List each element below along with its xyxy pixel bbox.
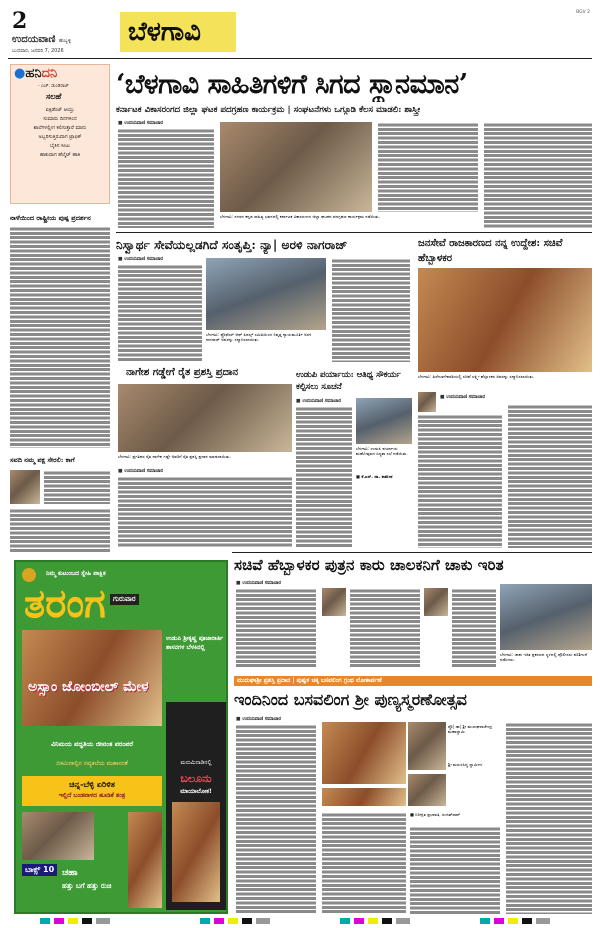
section-title: ಬೆಳಗಾವಿ: [128, 17, 201, 47]
lead-body-col4: [484, 122, 592, 228]
paper-sub: ಹುಬ್ಬಳ್ಳಿ: [58, 38, 72, 44]
farmer-photo-caption: ಬೆಳಗಾವಿ: ಪ್ರಗತಿಪರ ರೈತ ನಾಗೇಶ ಗಡ್ಡೇ ಅವರಿಗೆ ರೈತ ಪ್ರಶಸ್ತಿ ಪ್ರದಾನ ಮಾಡಲಾಯಿತು.: [118, 454, 231, 459]
farmer-headline: ನಾಗೇಶ ಗಡ್ಡೇಗೆ ರೈತ ಪ್ರಶಸ್ತಿ ಪ್ರದಾನ: [126, 367, 239, 378]
car-body-col3: [452, 588, 496, 668]
car-photo: [500, 584, 592, 650]
edition-code: BGV 2: [576, 10, 590, 15]
registration-mark: [340, 918, 410, 924]
bottom-temple-photo: [322, 722, 406, 784]
lead-subhead: ಕರ್ನಾಟಕ ವಿಕಾಸರಂಗದ ಜಿಲ್ಲಾ ಘಟಕ ಪದಗ್ರಹಣ ಕಾರ್ಯಕ್ರಮ | ಸಂಘಟನೆಗಳು ಒಗ್ಗೂಡಿ ಕೆಲಸ ಮಾಡಲಿ: ಶಾಸ್ತ್ರೀ: [116, 105, 421, 115]
hani-poem: [14, 106, 106, 160]
udupi-photo-caption: ಬೆಳಗಾವಿ: ಉಡುಪಿ ಪರ್ಯಾಯ ಮಹೋತ್ಸವದ ಸಿದ್ಧತಾ ಸಭೆ ನಡೆಯಿತು.: [356, 446, 408, 456]
bottom-body-col3: [410, 826, 500, 914]
car-body-col2: [350, 588, 420, 668]
lead-byline: ■ ಉದಯವಾಣಿ ಸಮಾಚಾರ: [118, 121, 164, 126]
advert-balun-sub: ಮಾಯಾಲೋಕ!: [180, 788, 212, 795]
car-rule: [232, 552, 592, 553]
nagaraj-body-col3: [332, 258, 410, 362]
janaseva-body-col1: [418, 414, 502, 548]
advert-day-badge: ಗುರುವಾರ: [110, 594, 139, 605]
poem-line: ಅಬ್ಬರಿಸುತ್ತಿರುವಾಗ ಟ್ರಾಫಿಕ್: [38, 134, 82, 140]
date-line: ಬುಧವಾರ, ಜನವರಿ 7, 2026: [12, 48, 64, 54]
registration-mark: [480, 918, 550, 924]
flower-show-body: [10, 226, 110, 448]
advert-side-label: ಮನುಮಿನಾಡಿನಲ್ಲಿ: [180, 760, 212, 766]
bottom-seer-photo-2: [408, 774, 446, 806]
nagaraj-headline: ನಿಸ್ವಾರ್ಥ ಸೇವೆಯಲ್ಲಡಗಿದೆ ಸಂತೃಪ್ತಿ: ನ್ಯಾ| ಅರಳಿ ನಾಗರಾಜ್: [116, 238, 348, 252]
paper-name: [12, 34, 71, 45]
lead-headline: ‘ಬೆಳಗಾವಿ ಸಾಹಿತಿಗಳಿಗೆ ಸಿಗದ ಸ್ಥಾನಮಾನ’: [116, 69, 468, 100]
registration-mark: [40, 918, 110, 924]
janaseva-photo-caption: ಬೆಳಗಾವಿ: ಹಿರೇಬಾಗೇವಾಡಿಯಲ್ಲಿ ಸಚಿವೆ ಲಕ್ಷ್ಮೀ ಹೆಬ್ಬಾಳಕರ ಅವರನ್ನು ಸನ್ಮಾನಿಸಲಾಯಿತು.: [418, 374, 535, 379]
advert-fair-title: ಅಸ್ಸಾಂ ಜೋಂಬೀಲ್ ಮೇಳ: [28, 679, 149, 695]
drop-icon: ●: [14, 66, 26, 81]
janaseva-headline: ಜನಸೇವೆ ರಾಜಕಾರಣದ ನನ್ನ ಉದ್ದೇಶ: ಸಚಿವೆ ಹೆಬ್ಬಾಳಕರ: [418, 238, 563, 264]
udupi-headline: ಉಡುಪಿ ಪರ್ಯಾಯ: ಆತಿಥ್ಯ ಸೌಕರ್ಯ ಕಲ್ಪಿಸಲು ಸೂಚನೆ: [296, 369, 401, 391]
bottom-headline: ಇಂದಿನಿಂದ ಬಸವಲಿಂಗ ಶ್ರೀ ಪುಣ್ಯಸ್ಮರಣೋತ್ಸವ: [234, 690, 467, 709]
flower-show-headline: ನಾಳೆಯಿಂದ ರಾಷ್ಟ್ರೀಯ ಪುಷ್ಪ ಪ್ರದರ್ಶನ: [10, 214, 91, 222]
paper-name-text: ಉದಯವಾಣಿ: [12, 34, 56, 45]
registration-strip: [0, 916, 600, 928]
hani-title: ಸಲಹೆ: [46, 92, 62, 101]
poem-line: ಶಾಲೆಗಳಲ್ಲೀಗ ಕಲಿಸುತ್ತಾರೆ ಮಾನು: [33, 125, 87, 131]
hani-dani-logo: [14, 66, 57, 81]
advert-tea-sub: ಹತ್ತು ಬಗೆ ಹತ್ತು ರುಚಿ: [62, 882, 112, 890]
masthead-rule: [8, 58, 592, 59]
nagaraj-body-col1: [118, 264, 202, 362]
farmer-photo: [118, 384, 292, 452]
bottom-kicker: ಮುರುಘಾಶ್ರೀ ಪ್ರಶಸ್ತಿ ಪ್ರದಾನ | ಪುಷ್ಪಳ ಚಿಕ್ಕ ಬಸವಲಿಂಗ ಗ್ರಂಥ ಲೋಕಾರ್ಪಣೆ: [234, 676, 592, 686]
poem-line: ಬೈಕಿನ ಸೀಟು: [49, 143, 71, 149]
poem-line: ಹಾಕುವಾಗ ಹೆಲ್ಮೆಟ್ ಹಾಕಿ: [39, 152, 81, 158]
bottom-body-col2: [322, 812, 406, 914]
farmer-body: [118, 476, 292, 548]
udupi-photo: [356, 398, 412, 444]
brand-dani: ದನಿ: [41, 66, 58, 81]
advert-fair-sub: ವಿನಿಮಯ ಪದ್ಧತಿಯ ಜೀವಂತ ಪರಂಪರೆ: [50, 740, 134, 748]
advert-price: ಬಾಕ್ಸ್ 10: [22, 864, 57, 876]
advert-tagline: ನಿಮ್ಮ ಕುಟುಂಬದ ಸ್ನೇಹಿ ಪಾಕ್ಷಿಕ: [46, 570, 106, 577]
advert-balloon-photo: [172, 802, 220, 902]
nagaraj-byline: ■ ಉದಯವಾಣಿ ಸಮಾಚಾರ: [118, 257, 164, 262]
bottom-seer-photo-1: [408, 722, 446, 770]
bottom-honoree-caption: ಪ್ರೊ| ಡಾ| ಶ್ರೀ ಮುರುಘರಾಜೇಂದ್ರ ಮಹಾಸ್ವಾಮಿ: [448, 724, 493, 734]
car-byline: ■ ಉದಯವಾಣಿ ಸಮಾಚಾರ: [236, 581, 282, 586]
poem-line: ಏಕ್ಸಿಡೆಂಟ್ ಆಯ್ತು: [45, 107, 75, 113]
udupi-body: [296, 406, 352, 548]
car-portrait-1: [322, 588, 346, 616]
advert-tea-photo: [128, 812, 162, 908]
bottom-body-col1: [236, 724, 316, 914]
lead-rule: [116, 232, 592, 233]
nagaraj-photo: [206, 258, 326, 330]
savadi-body-a: [44, 470, 110, 504]
farmer-byline: ■ ಉದಯವಾಣಿ ಸಮಾಚಾರ: [118, 469, 164, 474]
advert-mid-caption: ಬಿಕಮಿನಾಲ್ಪಿನ ನವ್ಯಕಲೆಯ ಮಹಾಸಂತೆ: [56, 760, 128, 767]
bottom-body-col4: [506, 722, 592, 914]
udupi-credit: ■ ಕೆ.ಎಸ್. ಡಾ. ಕಾಮೇಶ: [356, 474, 393, 479]
bottom-caption-3: ■ ನಿರೀಕ್ಷಿತ ಪ್ರಭಾವತಿ, ರಂಜಿತ್‌ರಾವ್: [410, 812, 461, 817]
registration-mark: [200, 918, 270, 924]
brand-hani: ಹನಿ: [25, 66, 42, 81]
car-headline: ಸಚಿವೆ ಹೆಬ್ಬಾಳಕರ ಪುತ್ರನ ಕಾರು ಚಾಲಕನಿಗೆ ಚಾಕು ಇರಿತ: [234, 556, 504, 574]
advert-tea-title: ಚಹಾ: [62, 868, 78, 878]
advert-balun: ಬಲೂನು: [180, 772, 212, 785]
advert-feature1: ಉಡುಪಿ ಶ್ರೀಕೃಷ್ಣ ಪೂಜಾರಾರ್ತಿ ಶಾಸನಗಳ ಬೆಳಕಿನಲ್ಲಿ: [166, 635, 224, 651]
savadi-body-b: [10, 508, 110, 552]
bottom-caption-2: ಶ್ರೀ ಮರುಳಸಿದ್ಧ ಸ್ವಾಮಿಗಳ: [448, 762, 483, 767]
car-body-col1: [236, 588, 316, 668]
page-number: 2: [12, 8, 28, 34]
nagaraj-photo-caption: ಬೆಳಗಾವಿ: ಪ್ರೊಫೆಸರ್ ಆಫ್ ಪಿಪಲ್ಸ್ ಸಮಿತಿಯಿಂದ ನಿವೃತ್ತ ನ್ಯಾಯಮೂರ್ತಿ ಅರಳಿ ನಾಗರಾಜ್ ಅವರನ್ನು ಸನ್ಮಾನಿಸಲಾಯಿತು.: [206, 332, 312, 342]
sidebar-column: [10, 64, 110, 554]
advert-gold-title: ಚಿನ್ನ-ಬೆಳ್ಳಿ ಏರಿಳಿತ: [69, 780, 115, 789]
janaseva-photo: [418, 268, 592, 372]
savadi-headline: ಸವದಿ ನಮ್ಮ ಪಕ್ಷ ಸೇರಲಿ: ಕಾಗೆ: [10, 456, 75, 464]
car-photo-caption: ಬೆಳಗಾವಿ: ಚಾಕು ಇರಿತ ಪ್ರಕರಣದ ಸ್ಥಳದಲ್ಲಿ ಪೊಲೀಸರು ಪರಿಶೀಲನೆ ನಡೆಸಿದರು.: [500, 652, 588, 662]
bottom-byline: ■ ಉದಯವಾಣಿ ಸಮಾಚಾರ: [236, 717, 282, 722]
janaseva-inset-photo: [418, 392, 436, 412]
masthead: [8, 8, 592, 60]
janaseva-byline: ■ ಉದಯವಾಣಿ ಸಮಾಚಾರ: [440, 395, 486, 400]
lead-photo-caption: ಬೆಳಗಾವಿ: ನಗರದ ಕನ್ನಡ ಸಾಹಿತ್ಯ ಭವನದಲ್ಲಿ ಕರ್ನಾಟಕ ವಿಕಾಸರಂಗದ ಜಿಲ್ಲಾ ಘಟಕದ ಪದಗ್ರಹಣ ಕಾರ್ಯಕ್ರಮ ನಡೆಯಿತು.: [220, 214, 380, 219]
lead-photo: [220, 122, 372, 212]
advert-title: ತರಂಗ: [24, 580, 106, 627]
hani-author: - ಎಚ್. ಡುಂಡಿರಾಜ್: [38, 84, 69, 89]
udupi-byline: ■ ಉದಯವಾಣಿ ಸಮಾಚಾರ: [296, 399, 342, 404]
advert-gold-photo: [22, 812, 94, 860]
advert-gold-sub: ಇಲ್ಲಿದೆ ಬಂಡವಾಳದ ಹೂಡಿಕೆ ತಂತ್ರ: [58, 792, 126, 799]
janaseva-body-col2: [508, 404, 592, 548]
poem-line: ಸುಮಾರು ದಿನಗಳಿಂದ: [43, 116, 77, 122]
bottom-seer-photo-3: [322, 788, 406, 806]
car-portrait-2: [424, 588, 448, 616]
lead-body-col3: [378, 122, 478, 212]
taranga-advert[interactable]: [14, 560, 228, 914]
lead-body-col1: [118, 128, 214, 228]
kage-portrait: [10, 470, 40, 504]
